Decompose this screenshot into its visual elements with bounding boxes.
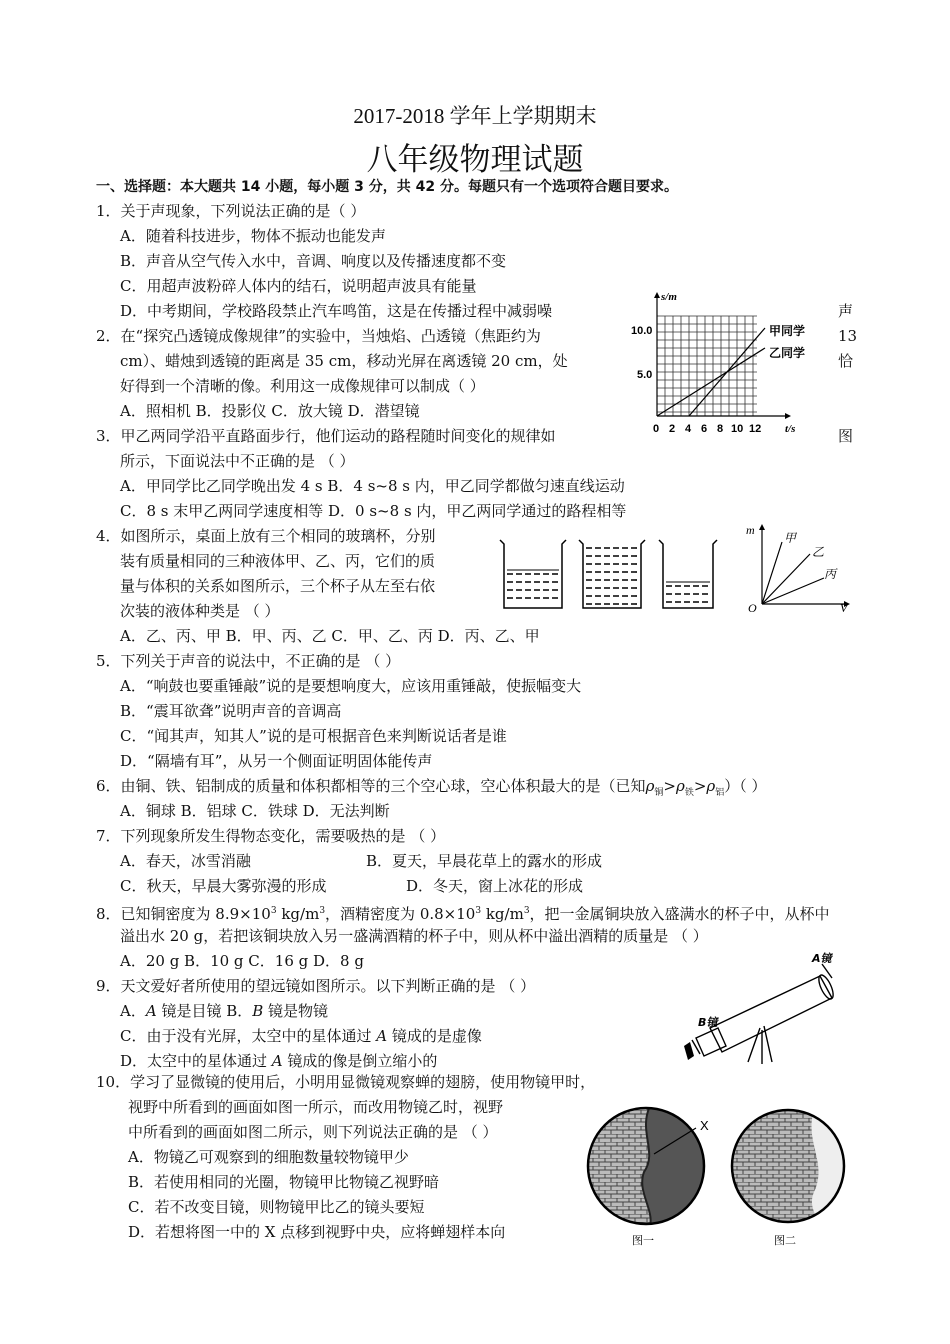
q10-line1: 10．学习了显微镜的使用后，小明用显微镜观察蝉的翅膀，使用物镜甲时，	[96, 1073, 596, 1091]
q4-options: A．乙、丙、甲 B．甲、丙、乙 C．甲、乙、丙 D．丙、乙、甲	[120, 627, 540, 645]
q9-a2: A	[145, 1002, 157, 1020]
q10-line3: 中所看到的画面如图二所示，则下列说法正确的是 （ ）	[128, 1123, 498, 1141]
graph-ylabel: s/m	[661, 291, 677, 303]
microscope-x-label: X	[700, 1118, 709, 1133]
q8-sup-4: 3	[523, 906, 530, 916]
q6-stem	[96, 776, 767, 803]
section-heading: 一、选择题：本大题共 14 小题，每小题 3 分，共 42 分。每题只有一个选项符合题目要求。	[96, 179, 678, 195]
q8-sup-1: 3	[270, 906, 277, 916]
q5-option-b: B．“震耳欲聋”说明声音的音调高	[120, 702, 342, 720]
q6-gt-2: >	[693, 777, 707, 795]
mv-axis-m: m	[746, 523, 755, 537]
q8-l1c: ，酒精密度为 0.8×10	[325, 905, 476, 923]
q4-line4: 次装的液体种类是 （ ）	[120, 602, 280, 620]
graph-xtick-6: 6	[701, 423, 708, 435]
q1-option-a: A．随着科技进步，物体不振动也能发声	[120, 227, 386, 245]
q10-option-c: C．若不改变目镜，则物镜甲比乙的镜头要短	[128, 1198, 425, 1216]
q10-line2: 视野中所看到的画面如图一所示，而改用物镜乙时，视野	[128, 1098, 504, 1116]
q1-stem: 1．关于声现象，下列说法正确的是（ ）	[96, 202, 366, 220]
graph-y10: 10.0	[631, 325, 653, 337]
q9-a4: B	[252, 1002, 264, 1020]
q8-line2: 溢出水 20 g，若把该铜块放入另一盛满酒精的杯子中，则从杯中溢出酒精的质量是 （ ）	[120, 927, 708, 945]
q9-option-d	[120, 1051, 437, 1071]
mass-volume-graph	[740, 520, 855, 618]
q5-stem: 5．下列关于声音的说法中，不正确的是 （ ）	[96, 652, 401, 670]
q3-line1-tail: 图	[838, 427, 854, 445]
q8-l1e: ，把一金属铜块放入盛满水的杯子中，从杯中	[529, 905, 830, 923]
graph-xtick-0: 0	[653, 423, 660, 435]
q1-option-d: D．中考期间，学校路段禁止汽车鸣笛，这是在传播过程中减弱噪	[120, 302, 553, 320]
q5-option-d: D．“隔墙有耳”，从另一个侧面证明固体能传声	[120, 752, 433, 770]
q2-line2: cm）、蜡烛到透镜的距离是 35 cm，移动光屏在离透镜 20 cm，处	[120, 352, 568, 370]
q9-stem: 9．天文爱好者所使用的望远镜如图所示。以下判断正确的是 （ ）	[96, 977, 536, 995]
q1-option-b: B．声音从空气传入水中，音调、响度以及传播速度都不变	[120, 252, 507, 270]
q8-sup-3: 3	[475, 906, 482, 916]
q8-l1a: 8．已知铜密度为 8.9×10	[96, 905, 271, 923]
q10-option-b: B．若使用相同的光圈，物镜甲比物镜乙视野暗	[128, 1173, 440, 1191]
q9-a3: 镜是目镜 B．	[156, 1002, 253, 1020]
figure-1-caption: 图一	[632, 1234, 654, 1247]
graph-xtick-2: 2	[669, 423, 676, 435]
q7-option-a: A．春天，冰雪消融	[120, 852, 251, 870]
q7-option-c: C．秋天，早晨大雾弥漫的形成	[120, 877, 327, 895]
q9-a5: 镜是物镜	[263, 1002, 329, 1020]
three-cups-figure	[496, 534, 721, 614]
q6-rho-1: ρ	[645, 777, 655, 795]
q9-c2: A	[376, 1027, 388, 1045]
q8-sup-2: 3	[319, 906, 326, 916]
q9-options-ab	[120, 1001, 328, 1021]
graph-label-jia: 甲同学	[769, 324, 806, 338]
figure-2-caption: 图二	[774, 1234, 796, 1247]
q9-d1: D．太空中的星体通过	[120, 1052, 272, 1070]
q8-l1d: kg/m	[481, 905, 524, 923]
q5-option-a: A．“响鼓也要重锤敲”说的是要想响度大，应该用重锤敲，使振幅变大	[120, 677, 582, 695]
q6-options: A．铜球 B．铝球 C．铁球 D．无法判断	[120, 802, 390, 820]
q7-option-b: B．夏天，早晨花草上的露水的形成	[366, 852, 603, 870]
q4-line3: 量与体积的关系如图所示，三个杯子从左至右依	[120, 577, 436, 595]
microscope-figures	[578, 1102, 848, 1252]
telescope-label-b: B镜	[698, 1016, 718, 1029]
graph-xtick-12: 12	[749, 423, 762, 435]
exam-subject-title: 八年级物理试题	[366, 142, 584, 178]
q5-option-c: C．“闻其声，知其人”说的是可根据音色来判断说话者是谁	[120, 727, 507, 745]
q2-line3: 好得到一个清晰的像。利用这一成像规律可以制成（ ）	[120, 377, 485, 395]
mv-label-bing: 丙	[824, 567, 837, 581]
q6-stem-text: 6．由铜、铁、铝制成的质量和体积都相等的三个空心球，空心体积最大的是（已知	[96, 777, 646, 795]
q8-options: A．20 g B．10 g C．16 g D．8 g	[120, 952, 364, 970]
exam-year-title: 2017-2018 学年上学期期末	[353, 104, 597, 128]
q6-sub-al: 铝	[715, 788, 725, 798]
q9-option-c	[120, 1026, 482, 1046]
q6-rho-2: ρ	[675, 777, 685, 795]
q6-rho-3: ρ	[706, 777, 716, 795]
q10-option-a: A．物镜乙可观察到的细胞数量较物镜甲少	[128, 1148, 409, 1166]
q2-line1: 2．在“探究凸透镜成像规律”的实验中，当烛焰、凸透镜（焦距约为	[96, 327, 541, 345]
mv-origin: O	[748, 601, 757, 615]
graph-label-yi: 乙同学	[769, 346, 806, 360]
q2-line1-tail: 13	[838, 327, 858, 345]
q9-c3: 镜成的是虚像	[387, 1027, 482, 1045]
distance-time-graph	[625, 286, 840, 438]
mv-label-yi: 乙	[812, 545, 825, 559]
q2-line2-tail: 恰	[838, 352, 854, 370]
q6-gt-1: >	[663, 777, 676, 795]
q6-sub-cu: 铜	[654, 788, 664, 798]
telescope-figure	[672, 950, 852, 1080]
mv-label-jia: 甲	[784, 531, 797, 545]
q7-option-d: D．冬天，窗上冰花的形成	[406, 877, 584, 895]
telescope-label-a: A镜	[812, 952, 832, 965]
q9-a1: A．	[120, 1002, 146, 1020]
q8-l1b: kg/m	[276, 905, 320, 923]
q1-option-d-tail: 声	[838, 302, 854, 320]
q10-option-d: D．若想将图一中的 X 点移到视野中央，应将蝉翅样本向	[128, 1223, 506, 1241]
q1-option-c: C．用超声波粉碎人体内的结石，说明超声波具有能量	[120, 277, 477, 295]
q3-options-cd: C．8 s 末甲乙两同学速度相等 D．0 s~8 s 内，甲乙两同学通过的路程相等	[120, 502, 627, 520]
graph-y5: 5.0	[637, 369, 653, 381]
q9-c1: C．由于没有光屏，太空中的星体通过	[120, 1027, 377, 1045]
q6-sub-fe: 铁	[684, 788, 694, 798]
graph-xtick-8: 8	[717, 423, 724, 435]
q4-line1: 4．如图所示，桌面上放有三个相同的玻璃杯，分别	[96, 527, 436, 545]
q4-line2: 装有质量相同的三种液体甲、乙、丙，它们的质	[120, 552, 436, 570]
q2-options: A．照相机 B．投影仪 C．放大镜 D．潜望镜	[120, 402, 420, 420]
mv-axis-v: V	[840, 601, 848, 615]
q3-options-ab: A．甲同学比乙同学晚出发 4 s B．4 s~8 s 内，甲乙同学都做匀速直线运动	[120, 477, 625, 495]
graph-xtick-10: 10	[731, 423, 744, 435]
q7-stem: 7．下列现象所发生得物态变化，需要吸热的是 （ ）	[96, 827, 446, 845]
q6-stem-end: ）（ ）	[724, 777, 767, 795]
q9-d3: 镜成的像是倒立缩小的	[282, 1052, 438, 1070]
q3-line1: 3．甲乙两同学沿平直路面步行，他们运动的路程随时间变化的规律如	[96, 427, 556, 445]
q3-line2: 所示，下面说法中不正确的是 （ ）	[120, 452, 355, 470]
q9-d2: A	[271, 1052, 283, 1070]
q8-line1	[96, 901, 830, 924]
graph-xtick-4: 4	[685, 423, 692, 435]
graph-xlabel: t/s	[785, 423, 796, 435]
